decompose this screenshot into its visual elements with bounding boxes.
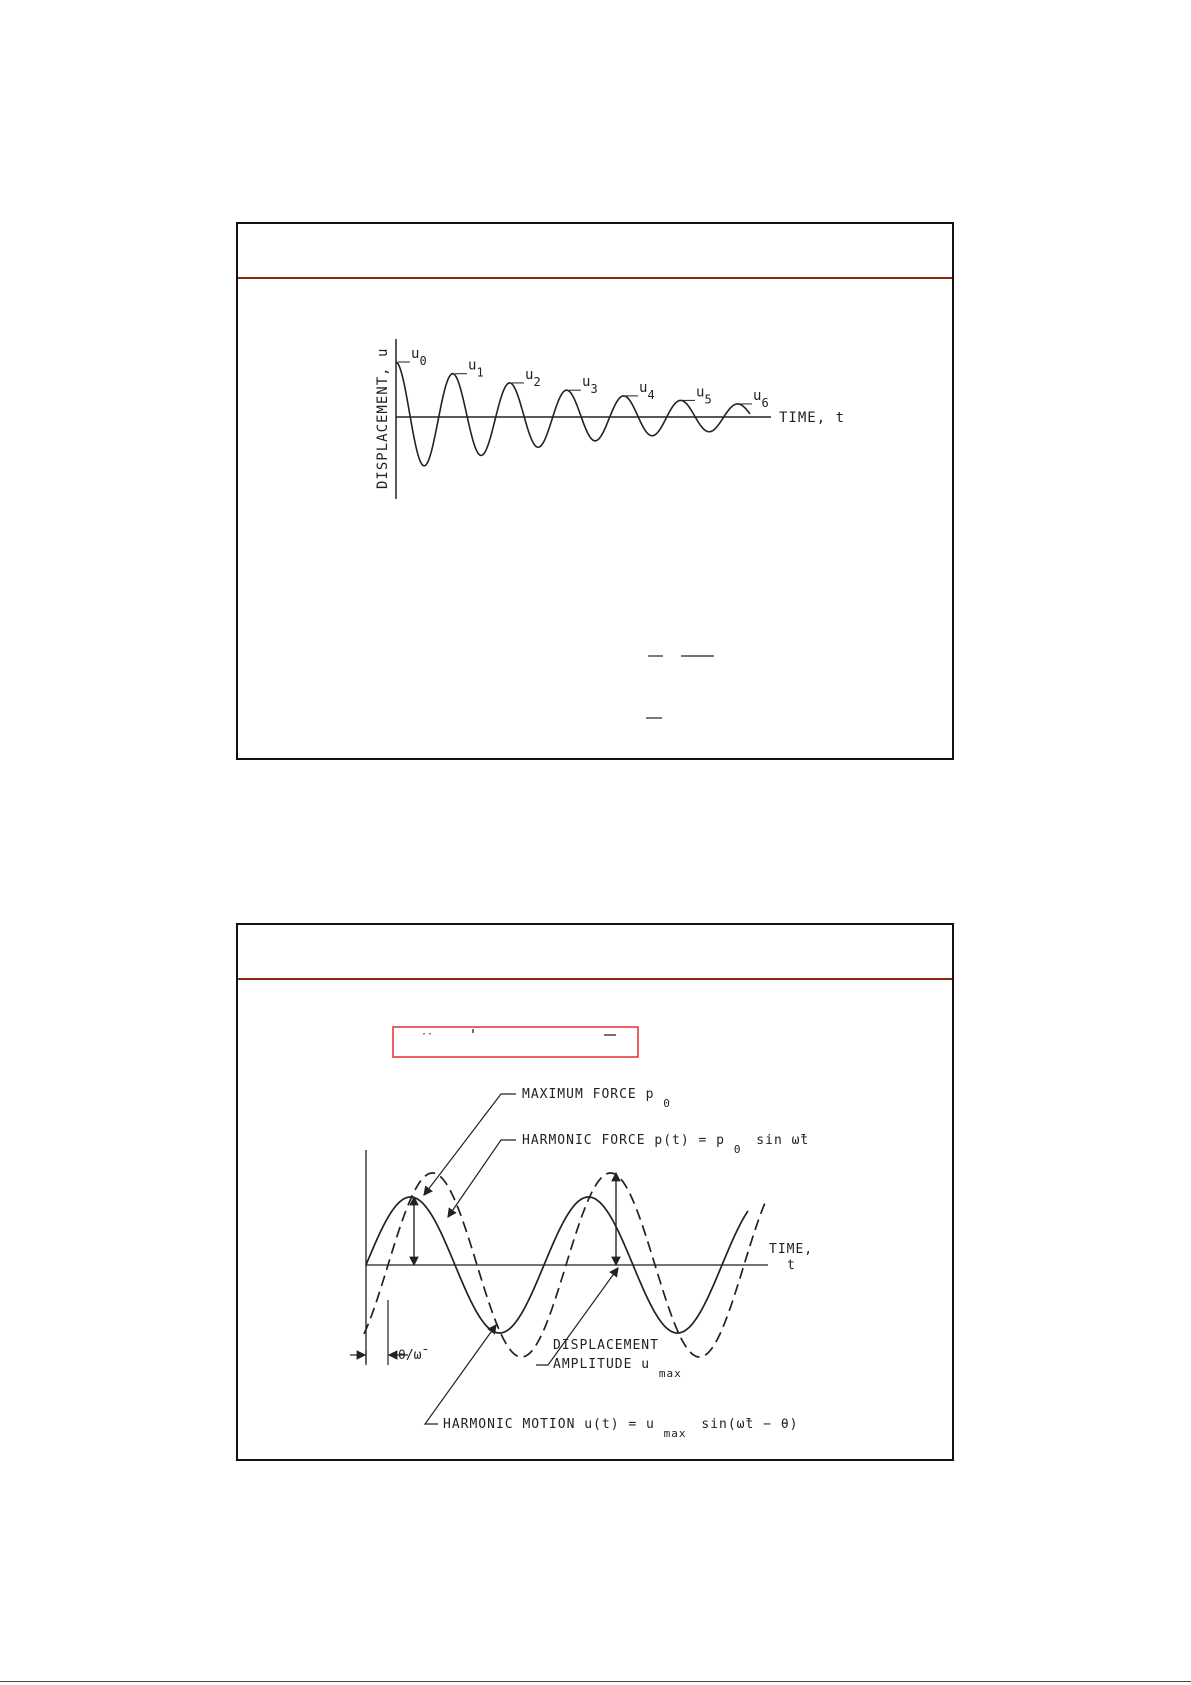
peak-labels — [398, 346, 769, 410]
harmonic-force-leader — [448, 1140, 516, 1217]
peak-label-u2: u2 — [525, 366, 541, 389]
harmonic-motion-leader — [425, 1325, 496, 1424]
phase-label: θ/ω̄ — [398, 1348, 422, 1363]
slide-free-vibration — [236, 222, 954, 760]
page-bottom-rule — [0, 1681, 1191, 1682]
peak-label-u3: u3 — [582, 374, 598, 397]
damped-vibration-figure — [238, 224, 952, 758]
amplitude-label: AMPLITUDE u $_{max}$ — [553, 1357, 682, 1380]
harmonic-vibration-figure — [238, 925, 952, 1459]
peak-label-u0: u0 — [411, 346, 427, 368]
x-axis-label: TIME, t — [779, 410, 846, 426]
time-label-t: t — [787, 1258, 795, 1273]
equation-dots: ·· — [421, 1029, 434, 1040]
time-label: TIME, — [769, 1242, 814, 1257]
max-force-label: MAXIMUM FORCE p $_0$ — [522, 1087, 671, 1110]
max-force-leader — [424, 1094, 516, 1195]
harmonic-motion-label: HARMONIC MOTION u(t) = u $_{max}$ sin(ω̄t − θ) — [443, 1417, 799, 1440]
y-axis-label: DISPLACEMENT, u — [375, 347, 391, 489]
displacement-label: DISPLACEMENT — [553, 1338, 659, 1353]
damped-displacement-curve — [396, 362, 750, 466]
peak-label-u6: u6 — [753, 387, 769, 410]
slide-harmonic-vibration — [236, 923, 954, 1461]
peak-label-u1: u1 — [468, 357, 484, 380]
peak-label-u4: u4 — [639, 379, 655, 402]
harmonic-force-label: HARMONIC FORCE p(t) = p $_0$ sin ω̄t — [522, 1133, 810, 1156]
peak-label-u5: u5 — [696, 384, 712, 407]
